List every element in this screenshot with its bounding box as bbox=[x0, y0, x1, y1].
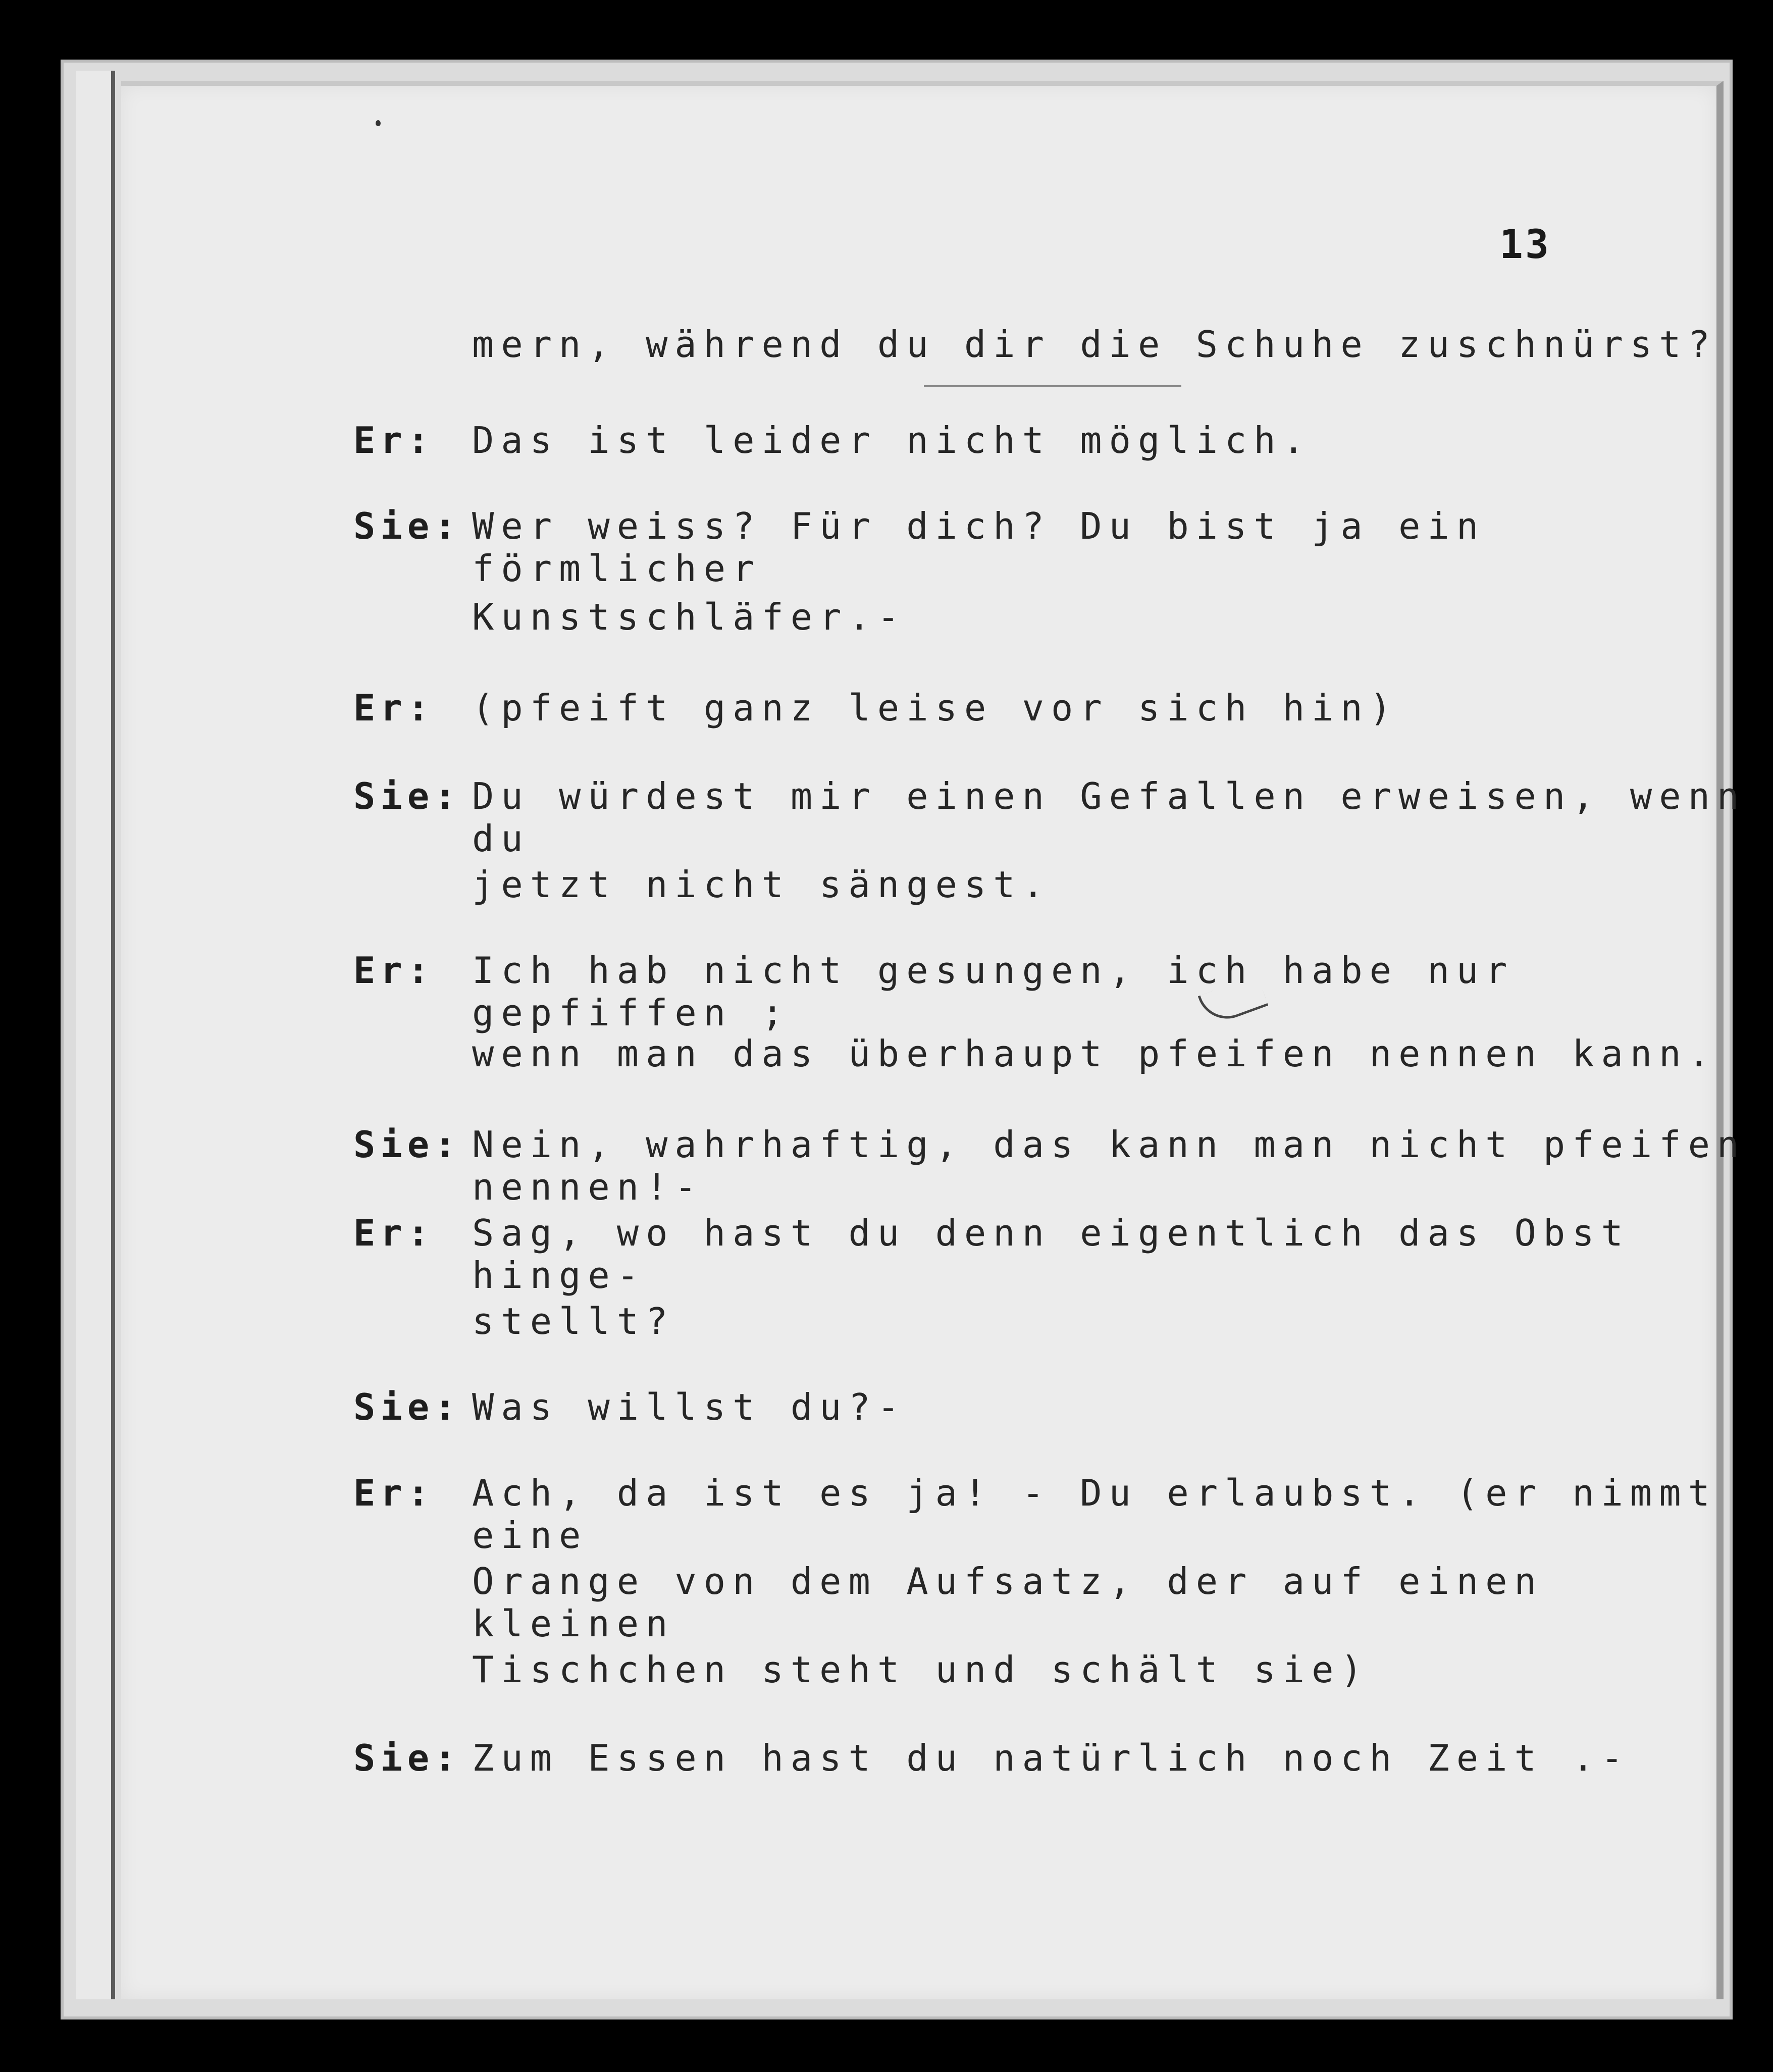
line-text: wenn man das überhaupt pfeifen nennen kann. bbox=[472, 1032, 1717, 1075]
line-text: Kunstschläfer.- bbox=[472, 596, 907, 638]
line-text: Wer weiss? Für dich? Du bist ja ein förmlicher bbox=[472, 505, 1486, 590]
speaker-label: Sie: bbox=[353, 505, 461, 547]
line-text: Du würdest mir einen Gefallen erweisen, wenn du bbox=[472, 775, 1746, 860]
line-text: Orange von dem Aufsatz, der auf einen kleinen bbox=[472, 1560, 1543, 1645]
line-text: Ich hab nicht gesungen, ich habe nur gepfiffen ; bbox=[472, 949, 1515, 1034]
line-text: jetzt nicht sängest. bbox=[472, 863, 1051, 906]
speaker-label: Er: bbox=[353, 419, 435, 461]
speaker-label: Er: bbox=[353, 1212, 435, 1254]
line-text: Nein, wahrhaftig, das kann man nicht pfeifen nennen!- bbox=[472, 1123, 1746, 1208]
page-number: 13 bbox=[1499, 222, 1551, 268]
line-text: Zum Essen hast du natürlich noch Zeit .- bbox=[472, 1737, 1630, 1779]
speaker-label: Sie: bbox=[353, 775, 461, 817]
line-text: Ach, da ist es ja! - Du erlaubst. (er nimmt eine bbox=[472, 1472, 1717, 1557]
line-text: mern, während du dir die Schuhe zuschnürst? bbox=[472, 323, 1717, 366]
speaker-label: Er: bbox=[353, 949, 435, 992]
line-text: stellt? bbox=[472, 1300, 675, 1342]
speaker-label: Sie: bbox=[353, 1123, 461, 1166]
line-text: Sag, wo hast du denn eigentlich das Obst hinge- bbox=[472, 1212, 1630, 1297]
speaker-label: Er: bbox=[353, 1472, 435, 1514]
ink-dot bbox=[376, 120, 381, 126]
speaker-label: Sie: bbox=[353, 1737, 461, 1779]
line-text: (pfeift ganz leise vor sich hin) bbox=[472, 687, 1399, 729]
sheet-edge bbox=[76, 71, 115, 1999]
line-text: Tischchen steht und schält sie) bbox=[472, 1648, 1370, 1691]
speaker-label: Sie: bbox=[353, 1386, 461, 1428]
line-text: Was willst du?- bbox=[472, 1386, 907, 1428]
line-text: Das ist leider nicht möglich. bbox=[472, 419, 1312, 461]
pencil-underline bbox=[924, 385, 1181, 387]
speaker-label: Er: bbox=[353, 687, 435, 729]
